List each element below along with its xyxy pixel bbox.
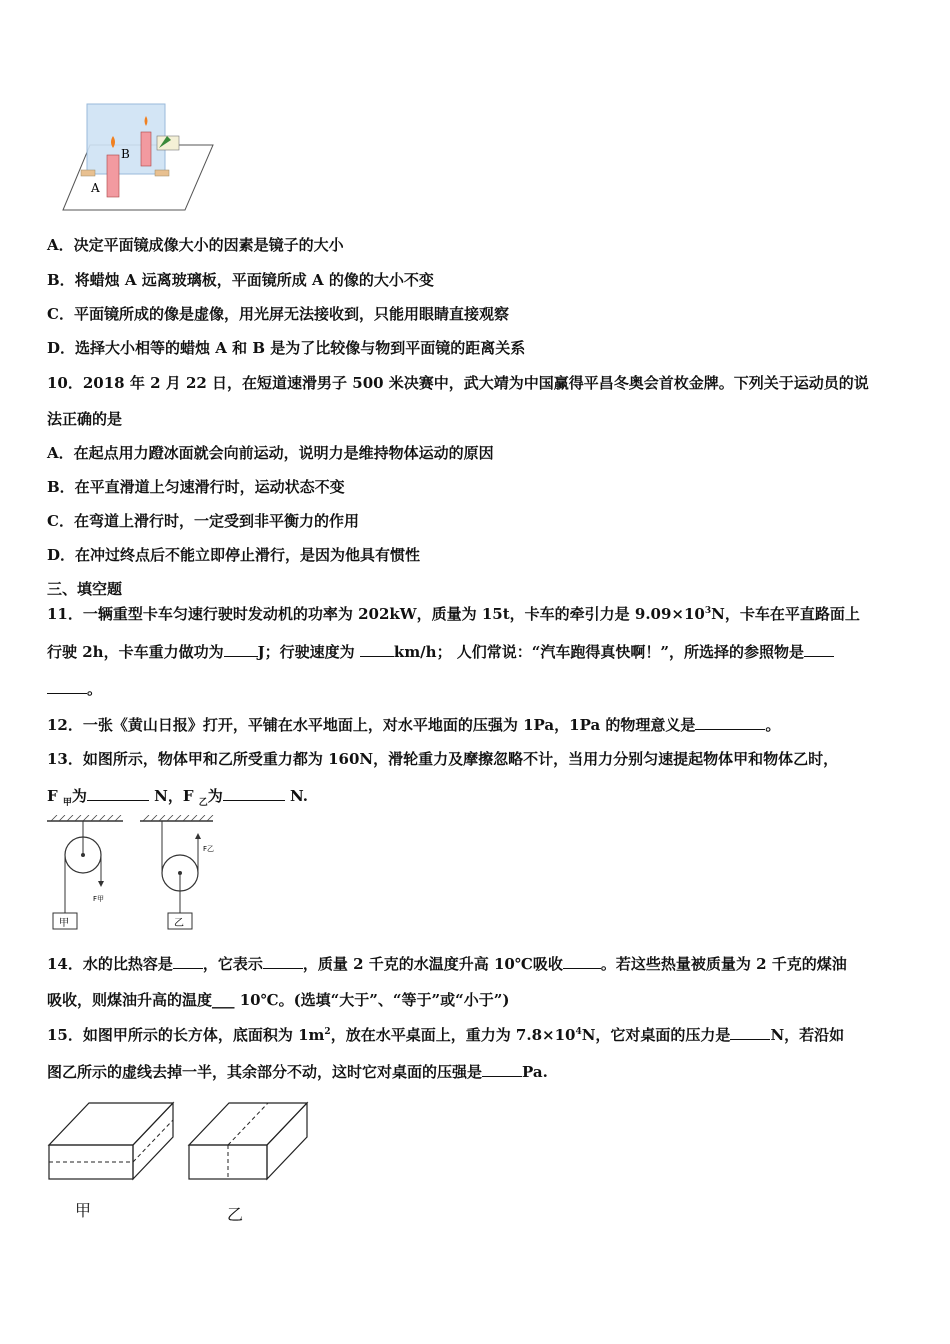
q14-blank-meaning[interactable] (263, 954, 303, 969)
force-label-1: F甲 (93, 895, 105, 903)
force-label-2: F乙 (203, 845, 215, 853)
q15-line1: 15．如图甲所示的长方体，底面积为 $1m^2$，放在水平桌面上，重力为 $7.8\times 10^4N$，它对桌面的压力是 N，若沿如 (47, 1026, 845, 1044)
q11-line1: 11．一辆重型卡车匀速行驶时发动机的功率为 202kW，质量为 15t，卡车的牵引力是 $9.09\times 10^3N$，卡车在平直路面上 (47, 605, 860, 623)
q13-stem: 13．如图所示，物体甲和乙所受重力都为 160N，滑轮重力及摩擦忽略不计，当用力分别匀速提起物体甲和物体乙时， (47, 750, 839, 768)
q9-option-d: D．选择大小相等的蜡烛 A 和 B 是为了比较像与物到平面镜的距离关系 (47, 339, 526, 357)
q10-option-b: B．在平直滑道上匀速滑行时，运动状态不变 (47, 478, 345, 496)
q14-blank-heat[interactable] (563, 954, 601, 969)
q9-option-b: B．将蜡烛 A 远离玻璃板，平面镜所成 A 的像的大小不变 (47, 271, 434, 289)
section-title: 三、填空题 (47, 580, 123, 598)
q10-stem-line1: 10．2018 年 2 月 22 日，在短道速滑男子 500 米决赛中，武大靖为中国赢得平昌冬奥会首枚金牌。下列关于运动员的说 (47, 374, 869, 392)
label-b: B (121, 147, 130, 161)
q15-blank-force[interactable] (730, 1025, 770, 1040)
q12-blank[interactable] (695, 715, 765, 730)
q14-blank-capacity[interactable] (173, 954, 203, 969)
q11-blank-reference-cont[interactable] (47, 679, 87, 694)
q9-option-c: C．平面镜所成的像是虚像，用光屏无法接收到，只能用眼睛直接观察 (47, 305, 509, 323)
q13-blank-f2[interactable] (223, 786, 285, 801)
label-a: A (91, 181, 100, 195)
q9-option-a: A．决定平面镜成像大小的因素是镜子的大小 (47, 236, 344, 254)
rectangular-box-figure (45, 1095, 320, 1185)
q11-line2: 行驶 2h，卡车重力做功为 J；行驶速度为 km/h； 人们常说：“汽车跑得真快啊！”，所选择的参照物是 (47, 642, 834, 662)
q13-answer-line: F $_甲$为 N，F $_乙$为 N. (47, 787, 309, 808)
q10-stem-line2: 法正确的是 (47, 410, 123, 428)
mirror-candle-figure (45, 100, 220, 215)
q10-option-d: D．在冲过终点后不能立即停止滑行，是因为他具有惯性 (47, 546, 421, 564)
q11-blank-speed[interactable] (360, 642, 394, 657)
pulley-figure (45, 815, 220, 935)
q13-blank-f1[interactable] (87, 786, 149, 801)
q11-blank-work[interactable] (224, 642, 258, 657)
box-label-2: 乙 (174, 918, 184, 929)
q14-line1: 14．水的比热容是 ，它表示 ，质量 2 千克的水温度升高 10℃吸收 。若这些热量被质量为 2 千克的煤油 (47, 955, 847, 973)
box-caption-2: 乙 (227, 1205, 244, 1224)
box-label-1: 甲 (59, 918, 69, 929)
box-caption-1: 甲 (75, 1201, 92, 1220)
q11-blank-reference[interactable] (804, 642, 834, 657)
q14-line2: 吸收，则煤油升高的温度___ 10℃。(选填“大于”、“等于”或“小于”) (47, 991, 510, 1009)
q15-blank-pressure[interactable] (482, 1062, 522, 1077)
q10-option-c: C．在弯道上滑行时，一定受到非平衡力的作用 (47, 512, 359, 530)
q11-line3: 。 (47, 679, 102, 699)
q12-line: 12．一张《黄山日报》打开，平铺在水平地面上，对水平地面的压强为 1Pa，1Pa 的物理意义是 。 (47, 716, 781, 734)
q10-option-a: A．在起点用力蹬冰面就会向前运动，说明力是维持物体运动的原因 (47, 444, 494, 462)
q15-line2: 图乙所示的虚线去掉一半，其余部分不动，这时它对桌面的压强是 Pa. (47, 1063, 548, 1081)
